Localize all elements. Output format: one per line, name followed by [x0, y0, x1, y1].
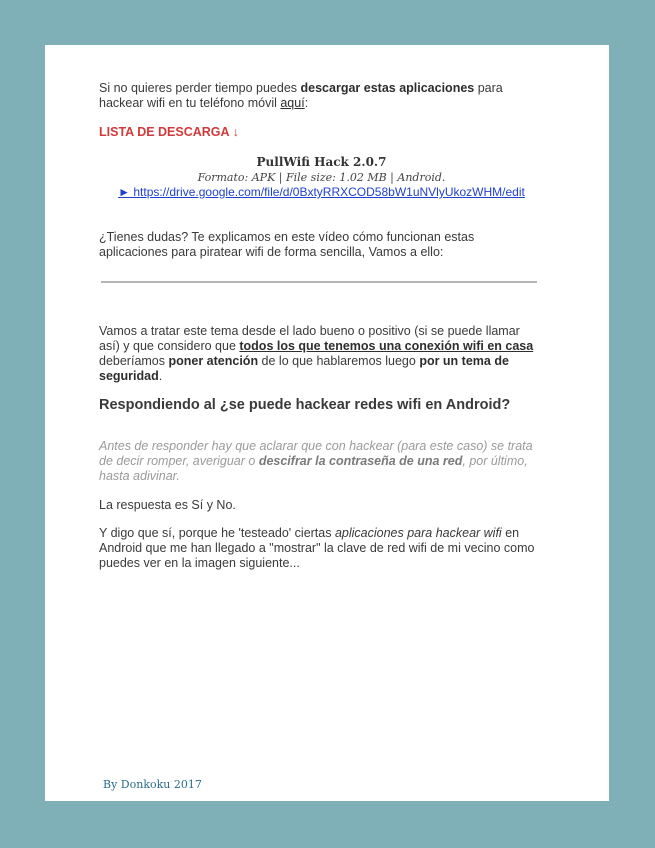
section2-text-3: de lo que hablaremos luego — [258, 354, 420, 368]
final-text-1: Y digo que sí, porque he 'testeado' ciertas — [99, 526, 335, 540]
note-paragraph — [99, 439, 544, 484]
final-italic: aplicaciones para hackear wifi — [334, 526, 502, 540]
document-page — [45, 45, 609, 801]
intro-text-3: : — [304, 96, 309, 110]
footer-credit: By Donkoku 2017 — [103, 778, 202, 791]
final-paragraph — [99, 526, 544, 571]
section2-text-2: deberíamos — [99, 354, 169, 368]
intro-bold: descargar estas aplicaciones — [300, 81, 475, 95]
section-heading: Respondiendo al ¿se puede hackear redes wifi en Android? — [99, 397, 511, 413]
intro-text-2: para hackear wifi en tu teléfono móvil — [99, 81, 503, 110]
answer-paragraph: La respuesta es Sí y No. — [99, 498, 236, 512]
download-item — [99, 154, 544, 200]
document-content — [99, 81, 544, 571]
intro-text-1: Si no quieres perder tiempo puedes — [99, 81, 301, 95]
final-text-2: en Android que me han llegado a "mostrar" la clave de red wifi de mi vecino como puedes ver en la imagen siguiente... — [99, 526, 535, 570]
download-list-heading: LISTA DE DESCARGA ↓ — [99, 125, 239, 139]
section2-bold-2: por un tema de seguridad — [99, 354, 509, 383]
note-text-2: , por último, hasta adivinar. — [99, 454, 528, 483]
note-text-1: Antes de responder hay que aclarar que con hackear (para este caso) se trata de decir romper, averiguar o — [99, 439, 533, 468]
download-item-link[interactable]: ► https://drive.google.com/file/d/0BxtyRRXCOD58bW1uNVlyUkozWHM/edit — [118, 185, 525, 199]
section2-bold-underlined: todos los que tenemos una conexión wifi en casa — [239, 339, 534, 353]
download-item-title: PullWifi Hack 2.0.7 — [256, 155, 387, 169]
aqui-link[interactable]: aquí — [280, 96, 305, 110]
section2-paragraph — [99, 324, 544, 384]
section2-text-1: Vamos a tratar este tema desde el lado bueno o positivo (si se puede llamar así) y que considero que — [99, 324, 520, 353]
note-bold: descifrar la contraseña de una red — [258, 454, 463, 468]
download-item-format: Formato: APK | File size: 1.02 MB | Android. — [197, 171, 446, 184]
horizontal-divider — [101, 281, 537, 283]
section2-text-4: . — [158, 369, 163, 383]
video-intro-paragraph: ¿Tienes dudas? Te explicamos en este vídeo cómo funcionan estas aplicaciones para piratear wifi de forma sencilla, Vamos a ello: — [99, 230, 475, 259]
intro-paragraph — [99, 81, 544, 111]
section2-bold-1: poner atención — [168, 354, 259, 368]
